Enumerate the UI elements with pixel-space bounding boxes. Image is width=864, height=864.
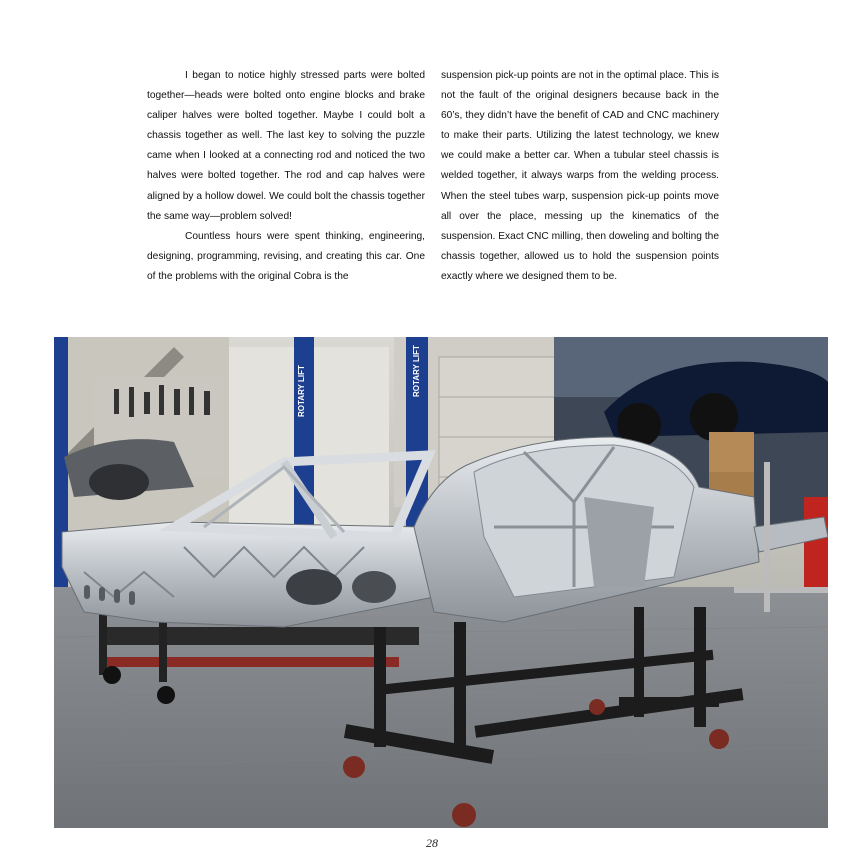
article-left-column <box>147 66 425 287</box>
paragraph-suspension-points: suspension pick-up points are not in the optimal place. This is not the fault of the original designers because back in the 60’s, they didn’t have the benefit of CAD and CNC machinery to make their parts. Utilizing the latest technology, we knew we could make a better car. When a tubular steel chassis is welded together, it always warps from the welding process. When the steel tubes warp, suspension pick-up points move all over the place, messing up the kinematics of the suspension. Exact CNC milling, then doweling and bolting the chassis together, allowed us to hold the suspension points exactly where we designed them to be. <box>441 70 719 282</box>
article-right-column <box>441 66 719 287</box>
page-number: 28 <box>426 836 438 850</box>
paragraph-bolted-parts: I began to notice highly stressed parts were bolted together—heads were bolted onto engine blocks and brake caliper halves were bolted together. Maybe I could bolt a chassis together as well. The last key to solving the puzzle came when I looked at a connecting rod and noticed the two halves were bolted together. The rod and cap halves were aligned by a hollow dowel. We could bolt the chassis together the same way—problem solved! <box>147 70 425 222</box>
chassis-workshop-photo <box>54 337 828 828</box>
lift-label-left: ROTARY LIFT <box>297 365 306 417</box>
lift-label-right: ROTARY LIFT <box>412 345 421 397</box>
paragraph-countless-hours: Countless hours were spent thinking, engineering, designing, programming, revising, and creating this car. One of the problems with the original Cobra is the <box>147 230 425 282</box>
